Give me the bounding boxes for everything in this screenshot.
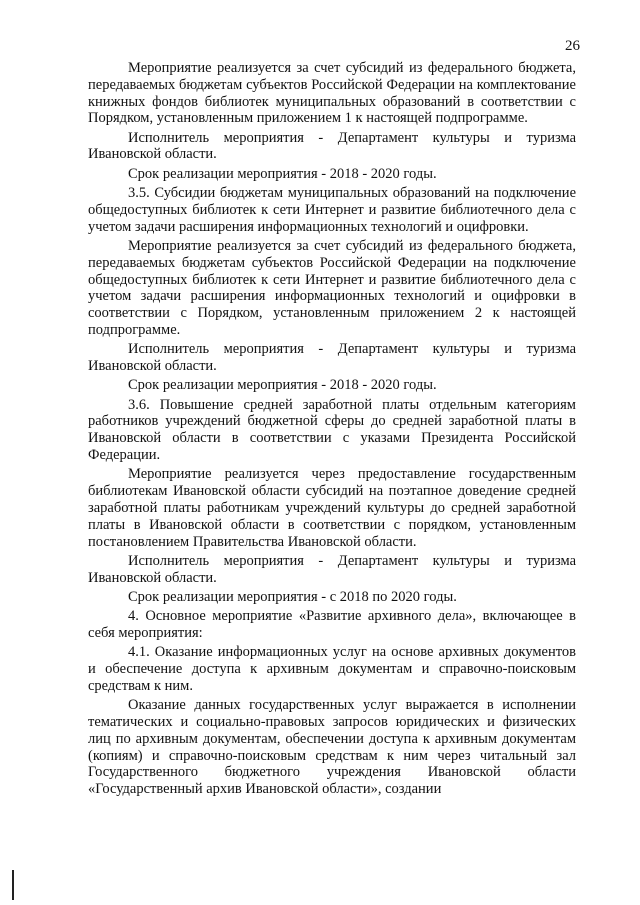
paragraph: 3.6. Повышение средней заработной платы отдельным категориям работников учреждений бюджетной сферы до средней заработной платы в Ивановской области в соответствии с указами Президента Российской Федерации. <box>88 396 576 464</box>
paragraph: Срок реализации мероприятия - 2018 - 2020 годы. <box>128 377 437 394</box>
paragraph: Исполнитель мероприятия - Департамент культуры и туризма Ивановской области. <box>88 552 576 586</box>
paragraph: Оказание данных государственных услуг выражается в исполнении тематических и социально-правовых запросов юридических и физических лиц по архивным документам, обеспечении доступа к архивным документам (копиям) и справочно-поисковым средствам к ним через читальный зал Государственного бюджетного учреждения Ивановской области «Государственный архив Ивановской области», создании <box>88 697 576 798</box>
paragraph: 4.1. Оказание информационных услуг на основе архивных документов и обеспечение доступа к архивным документам и справочно-поисковым средствам к ним. <box>88 644 576 694</box>
paragraph: Мероприятие реализуется за счет субсидий из федерального бюджета, передаваемых бюджетам субъектов Российской Федерации на подключение общедоступных библиотек к сети Интернет и развитие библиотечного дела с учетом задачи расширения информационных технологий и оцифровки в соответствии с Порядком, установленным приложением 2 к настоящей подпрограмме. <box>88 237 576 338</box>
page-number: 26 <box>565 38 580 54</box>
paragraph: Исполнитель мероприятия - Департамент культуры и туризма Ивановской области. <box>88 129 576 163</box>
scan-margin-mark <box>12 870 14 900</box>
paragraph: 3.5. Субсидии бюджетам муниципальных образований на подключение общедоступных библиотек к сети Интернет и развитие библиотечного дела с учетом задачи расширения информационных технологий и оцифровки. <box>88 185 576 235</box>
paragraph: Срок реализации мероприятия - 2018 - 2020 годы. <box>128 165 437 182</box>
paragraph: Мероприятие реализуется через предоставление государственным библиотекам Ивановской области субсидий на поэтапное доведение средней заработной платы работникам учреждений культуры до средней заработной платы в Ивановской области в соответствии с порядком, установленным постановлением Правительства Ивановской области. <box>88 466 576 550</box>
paragraph: Мероприятие реализуется за счет субсидий из федерального бюджета, передаваемых бюджетам субъектов Российской Федерации на комплектование книжных фондов библиотек муниципальных образований в соответствии с Порядком, установленным приложением 1 к настоящей подпрограмме. <box>88 60 576 127</box>
paragraph: Исполнитель мероприятия - Департамент культуры и туризма Ивановской области. <box>88 341 576 375</box>
document-body <box>88 60 576 800</box>
paragraph: 4. Основное мероприятие «Развитие архивного дела», включающее в себя мероприятия: <box>88 608 576 641</box>
paragraph: Срок реализации мероприятия - с 2018 по 2020 годы. <box>128 588 457 605</box>
